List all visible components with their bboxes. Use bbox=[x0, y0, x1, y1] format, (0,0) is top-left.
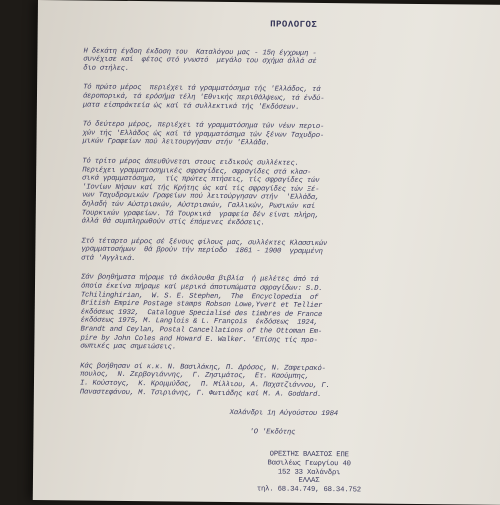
paragraph-line: Στό τέταρτο μέρος σέ ξένους φίλους μας, συλλέκτες Κλασσικών bbox=[81, 237, 328, 248]
paragraph-line: άλλά θά συμπληρωθούν στίς έπόμενες έκδόσεις. bbox=[81, 217, 265, 228]
publisher-address bbox=[79, 449, 499, 496]
address-line: ΕΛΛΑΣ bbox=[298, 476, 320, 486]
foreword-body bbox=[80, 47, 500, 401]
page-title: ΠΡΟΛΟΓΟΣ bbox=[270, 19, 318, 30]
paragraph-line: Tchilinghirian, W. S. E. Stephen, The Encyclopedia of bbox=[80, 291, 319, 302]
closing-publisher: 'Ο 'Εκδότης bbox=[249, 428, 296, 437]
paragraph-line: 'Ιονίων Νήσων καί τής Κρήτης ώς καί τίς σφραγίδες τών Ξέ- bbox=[82, 183, 320, 194]
paragraph-line: διο στήλες. bbox=[83, 64, 130, 73]
paragraph-line: Τό δεύτερο μέρος, περιέχει τά γραμματόσημα τών νέων περιο- bbox=[82, 120, 325, 132]
paragraph-line: πουλος, Ν. Ζερβογιάννης, Γ. Ζησιμάτος, Ετ. Καούμπης, bbox=[80, 370, 310, 382]
paragraph-line: Τό πρώτο μέρος περιέχει τά γραμματόσημα τής 'Ελλάδος, τά bbox=[83, 83, 321, 95]
address-line: ΟΡΕΣΤΗΣ ΒΛΑΣΤΟΣ ΕΠΕ bbox=[269, 450, 349, 460]
closing-date: Χαλάνδρι 1η Αύγούστου 1984 bbox=[229, 409, 338, 419]
paragraph-line: δηλαδή τών Αύστριακών, Αύστριακών, Γαλλικών, Ρωσικών καί bbox=[81, 200, 316, 211]
paragraph-line: στά 'Αγγλικά. bbox=[81, 254, 136, 263]
foreword-paragraph bbox=[80, 274, 500, 356]
paragraph-line: συνέχισε καί φέτος στό γνωστό μεγάλο του σχήμα άλλά σέ bbox=[83, 55, 317, 67]
address-line: Βασιλέως Γεωργίου 40 bbox=[267, 459, 351, 469]
paragraph-line: όποία έκείνα πήραμε καί μερικά άποτυπώματα σφραγίδων: S.D. bbox=[80, 282, 323, 294]
foreword-paragraph bbox=[82, 121, 500, 151]
foreword-paragraph bbox=[83, 84, 500, 114]
paragraph-line: γραμματοσήμων θά βρούν τήν περίοδο 1861 - 1900 γραμμένη bbox=[81, 245, 323, 257]
paragraph-line: Η δεκάτη έγδοη έκδοση του Καταλόγου μας - 15η έγχρωμη - bbox=[83, 47, 317, 58]
address-line: 152 33 Χαλάνδρι bbox=[277, 468, 341, 477]
paragraph-line: Σάν βοηθήματα πήραμε τά άκόλουθα βιβλία ή μελέτες άπό τά bbox=[81, 273, 319, 285]
paragraph-line: ματα είσπράκτεία ώς καί τά συλλεκτικά τής 'Εκδόσεων. bbox=[82, 101, 300, 112]
foreword-paragraph bbox=[82, 157, 500, 230]
paragraph-line: σικά γραμματόσημα, τίς πρώτες πτήσεις, τίς σφραγίδες τών bbox=[82, 174, 320, 186]
paragraph-line: μικών Γραφείων πού λειτουργήσαν στήν 'Ελλάδα. bbox=[82, 137, 270, 148]
paragraph-line: Ι. Κούστογς, Κ. Κρομμύδας, Π. Μίλλιου, Α. Παχατζιάννου, Γ. bbox=[79, 379, 330, 391]
foreword-paragraph bbox=[83, 47, 500, 77]
paragraph-line: έκδόσεως 1932, Catalogue Specialisé des timbres de France bbox=[80, 308, 323, 319]
foreword-paragraph bbox=[81, 237, 500, 267]
paragraph-line: Περιέχει γραμματοσημικές σφραγίδες, σφραγίδες στά κλασ- bbox=[82, 166, 312, 177]
paragraph-line: Κάς βοήθησαν οί κ.κ. Ν. Βασιλάκης, Π. Δρόσος, Ν. Ζαφειρακό- bbox=[80, 362, 326, 373]
paragraph-line: σωπικές μας σημειώσεις. bbox=[80, 342, 177, 352]
paragraph-line: Παναστεφάνου, Μ. Τσιριάνης, Γ. Φωτιάδης καί Μ. Α. Goddard. bbox=[79, 388, 322, 399]
paragraph-line: British Empire Postage stamps Robson Lowe,Yvert et Tellier bbox=[80, 299, 323, 311]
paragraph-line: έκδόσεως 1975, M. Langlois & L. François έκδόσεως 1924, bbox=[80, 316, 318, 328]
paragraph-line: Τό τρίτο μέρος άπευθύνεται στους ειδικούς συλλέκτες. bbox=[82, 157, 299, 168]
paragraph-line: pire by John Coles and Howard E. Walker. 'Επίσης τίς προ- bbox=[80, 334, 318, 345]
foreword-paragraph bbox=[80, 362, 500, 401]
paragraph-line: Brandt and Ceylan, Postal Cancellations of the Ottoman Em- bbox=[80, 325, 323, 337]
paragraph-line: Τουρκικών γραφείων. Τά Τουρκικά γραφεία δέν είναι πλήρη, bbox=[81, 208, 320, 220]
page-content bbox=[79, 12, 500, 496]
paragraph-line: χών τής 'Ελλάδος ώς καί τά γραμματόσημα τών ξένων Ταχυδρο- bbox=[82, 129, 325, 140]
paragraph-line: νων Ταχυδρομικών Γραφείων πού λειτούργησαν στήν 'Ελλάδα, bbox=[81, 191, 320, 203]
paragraph-line: άεροπορικά, τά ερόσήμα τέλη 'Εθνικής περιθάλψεως, τά ένδύ- bbox=[82, 92, 325, 103]
address-line: τηλ. 68.34.749, 68.34.752 bbox=[256, 485, 361, 495]
document-page bbox=[33, 0, 500, 505]
